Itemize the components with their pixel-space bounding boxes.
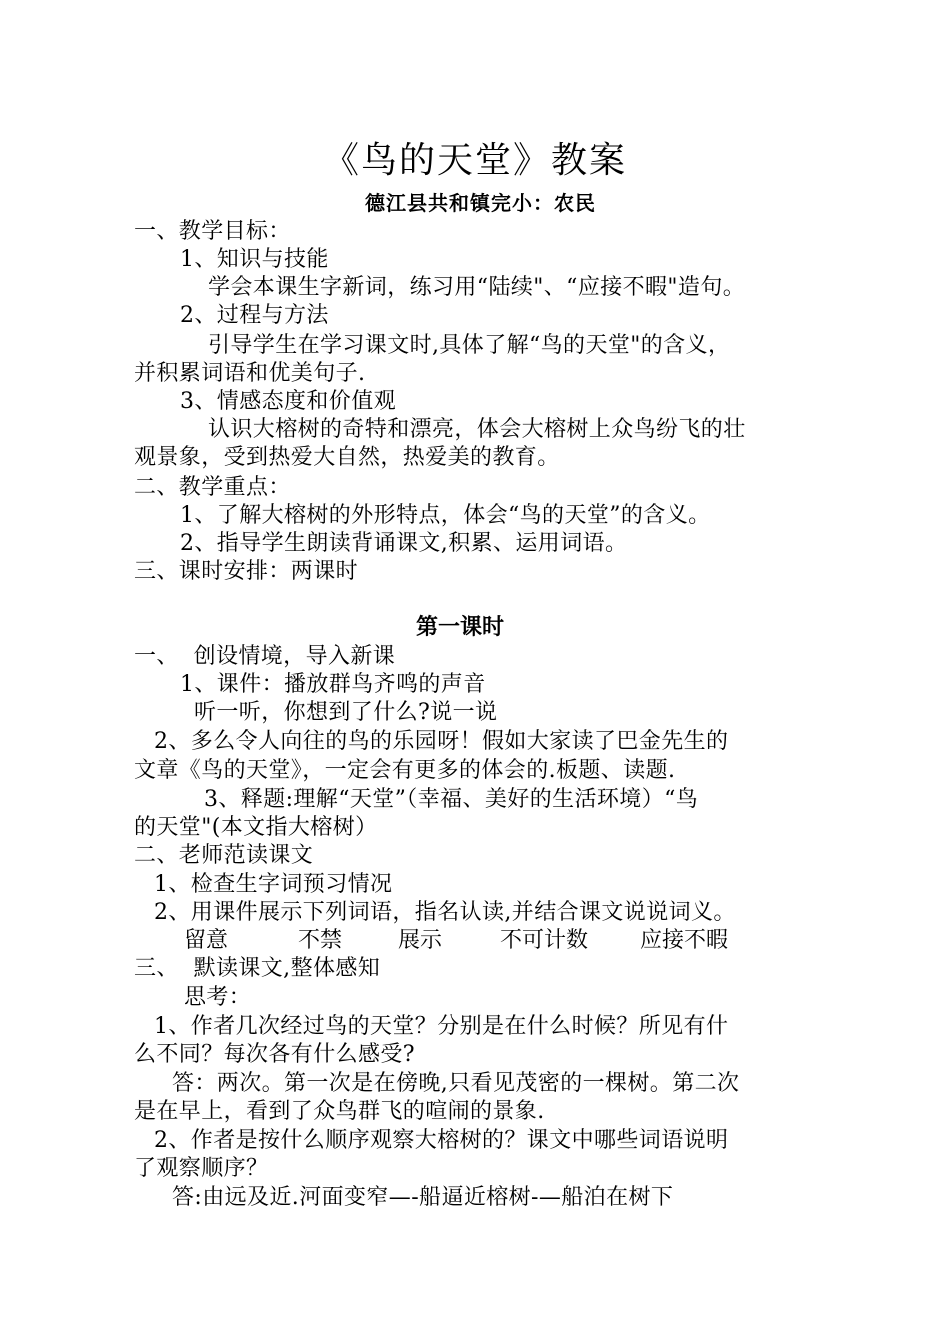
goal-3-heading: 3、情感态度和价值观 — [180, 389, 396, 414]
vocab-word: 不可计数 — [500, 928, 589, 953]
answer-1-cont: 是在早上，看到了众鸟群飞的喧闹的景象. — [134, 1099, 545, 1124]
heading-teaching-goals: 一、教学目标： — [134, 219, 291, 244]
question-1-cont: 么不同？每次各有什么感受? — [134, 1042, 415, 1067]
goal-1-heading: 1、知识与技能 — [180, 247, 329, 272]
step-1-item-1: 1、课件：播放群鸟齐鸣的声音 — [180, 672, 486, 697]
step-2-item-1: 1、检查生字词预习情况 — [154, 872, 393, 897]
step-2-heading: 二、老师范读课文 — [134, 843, 314, 868]
think-label: 思考： — [184, 985, 252, 1010]
question-2: 2、作者是按什么顺序观察大榕树的？课文中哪些词语说明 — [154, 1128, 729, 1153]
goal-2-text: 引导学生在学习课文时,具体了解“鸟的天堂"的含义， — [208, 333, 731, 358]
author-line: 德江县共和镇完小：农民 — [365, 191, 596, 215]
step-1-item-2-cont: 文章《鸟的天堂》，一定会有更多的体会的.板题、读题. — [134, 758, 676, 783]
answer-1: 答：两次。第一次是在傍晚,只看见茂密的一棵树。第二次 — [172, 1071, 740, 1096]
goal-2-heading: 2、过程与方法 — [180, 303, 329, 328]
step-1-heading: 一、 创设情境，导入新课 — [134, 644, 396, 669]
document-title: 《鸟的天堂》教案 — [322, 140, 627, 181]
section-heading-first-lesson: 第一课时 — [415, 615, 504, 640]
goal-2-text-cont: 并积累词语和优美句子. — [134, 361, 366, 386]
question-1: 1、作者几次经过鸟的天堂？分别是在什么时候？所见有什 — [154, 1014, 729, 1039]
vocab-word: 留意 — [184, 928, 229, 953]
key-point-1: 1、了解大榕树的外形特点，体会“鸟的天堂”的含义。 — [180, 503, 711, 528]
vocab-word: 展示 — [398, 928, 443, 953]
goal-3-text: 认识大榕树的奇特和漂亮，体会大榕树上众鸟纷飞的壮 — [208, 417, 746, 442]
key-point-2: 2、指导学生朗读背诵课文,积累、运用词语。 — [180, 531, 628, 556]
step-3-heading: 三、 默读课文,整体感知 — [134, 956, 381, 981]
vocab-word: 应接不暇 — [640, 928, 729, 953]
answer-2: 答:由远及近.河面变窄—-船逼近榕树-—船泊在树下 — [172, 1185, 674, 1210]
step-2-item-2: 2、用课件展示下列词语，指名认读,并结合课文说说词义。 — [154, 900, 736, 925]
step-1-item-3: 3、释题:理解“天堂”（幸福、美好的生活环境）“鸟 — [204, 787, 699, 812]
heading-schedule: 三、课时安排：两课时 — [134, 559, 359, 584]
question-2-cont: 了观察顺序？ — [134, 1156, 269, 1181]
vocab-word: 不禁 — [298, 928, 343, 953]
goal-1-text: 学会本课生字新词，练习用“陆续"、“应接不暇"造句。 — [208, 275, 746, 300]
heading-key-points: 二、教学重点： — [134, 475, 291, 500]
step-1-item-1-text: 听一听，你想到了什么?说一说 — [194, 700, 498, 725]
goal-3-text-cont: 观景象，受到热爱大自然，热爱美的教育。 — [134, 445, 560, 470]
step-1-item-2: 2、多么令人向往的鸟的乐园呀！假如大家读了巴金先生的 — [154, 729, 729, 754]
step-1-item-3-cont: 的天堂"(本文指大榕树） — [134, 815, 378, 840]
